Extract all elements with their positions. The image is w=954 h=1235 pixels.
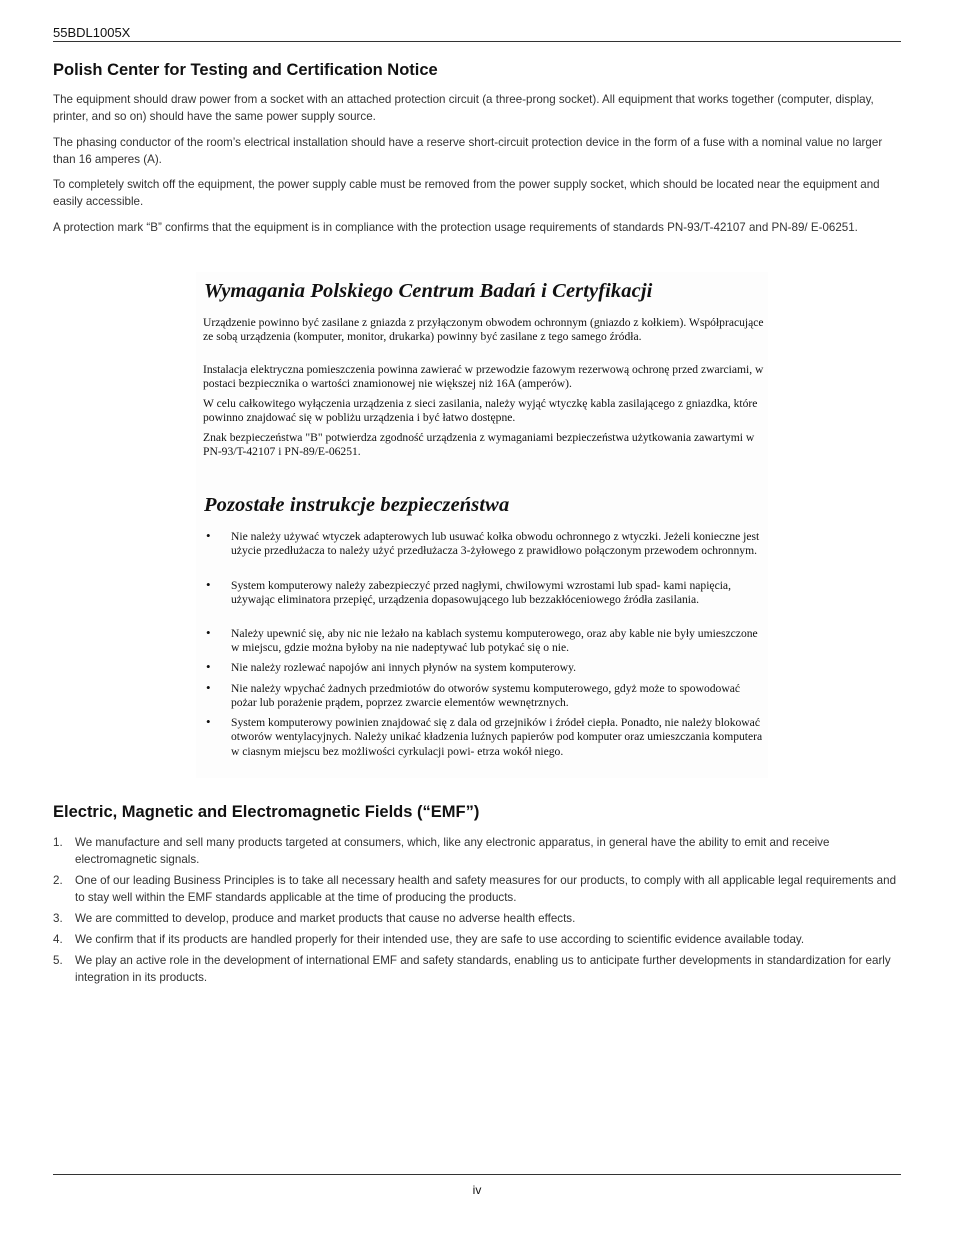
scan-title-requirements: Wymagania Polskiego Centrum Badań i Certyfikacji bbox=[204, 280, 653, 302]
list-item-number: 4. bbox=[53, 933, 63, 946]
scan-bullet-item: Nie należy rozlewać napojów ani innych płynów na system komputerowy. bbox=[231, 661, 577, 674]
scan-paragraph: Urządzenie powinno być zasilane z gniazda z przyłączonym obwodem ochronnym (gniazdo z kołkiem). Współpracujące ze sobą urządzenia (komputer, monitor, drukarka) powinny być zasilane z tego samego źródła. bbox=[203, 316, 764, 344]
bullet-icon: • bbox=[206, 625, 211, 640]
list-item-text: One of our leading Business Principles is to take all necessary health and safety measures for our products, to comply with all applicable legal requirements and to stay well within the EMF standards applicable at the time of producing the products. bbox=[75, 874, 897, 904]
bullet-icon: • bbox=[206, 577, 211, 592]
list-item-number: 3. bbox=[53, 912, 63, 925]
polish-notice-paragraph: The phasing conductor of the room’s electrical installation should have a reserve short-circuit protection device in the form of a fuse with a nominal value no larger than 16 amperes (A). bbox=[53, 136, 883, 166]
bullet-icon: • bbox=[206, 528, 211, 543]
polish-requirements-scan bbox=[196, 272, 768, 778]
scan-bullet-item: System komputerowy należy zabezpieczyć przed nagłymi, chwilowymi wzrostami lub spad- kami napięcia, używając eliminatora przepięć, urządzenia dopasowującego lub bezzakłóceniowego źródła zasilania. bbox=[231, 579, 731, 607]
scan-paragraph: W celu całkowitego wyłączenia urządzenia z sieci zasilania, należy wyjąć wtyczkę kabla zasilającego z gniazdka, które powinno znajdować się w pobliżu urządzenia i być łatwo dostępne. bbox=[203, 397, 758, 425]
header-rule bbox=[53, 41, 901, 42]
page-number: iv bbox=[472, 1183, 482, 1197]
scan-bullet-item: Nie należy wpychać żadnych przedmiotów do otworów systemu komputerowego, gdyż może to spowodować pożar lub porażenie prądem, poprzez zwarcie elementów wewnętrznych. bbox=[231, 682, 741, 710]
scan-bullet-item: System komputerowy powinien znajdować się z dala od grzejników i źródeł ciepła. Ponadto, nie należy blokować otworów wentylacyjnych. Należy unikać kładzenia luźnych papierów pod komputer oraz umieszczania komputera w ciasnym miejscu bez możliwości cyrkulacji powi- etrza wokół niego. bbox=[231, 716, 763, 758]
document-model-code: 55BDL1005X bbox=[53, 25, 131, 40]
list-item-text: We manufacture and sell many products targeted at consumers, which, like any electronic apparatus, in general have the ability to emit and receive electromagnetic signals. bbox=[75, 836, 830, 866]
scan-bullet-item: Należy upewnić się, aby nic nie leżało na kablach systemu komputerowego, oraz aby kable nie były umieszczone w miejscu, gdzie można byłoby na nie nadeptywać lub potykać się o nie. bbox=[231, 627, 758, 655]
bullet-icon: • bbox=[206, 714, 211, 729]
scan-paragraph: Instalacja elektryczna pomieszczenia powinna zawierać w przewodzie fazowym rezerwową ochronę przed zwarciami, w postaci bezpiecznika o wartości znamionowej nie większej niż 16A (amperów). bbox=[203, 363, 764, 391]
list-item-text: We confirm that if its products are handled properly for their intended use, they are safe to use according to scientific evidence available today. bbox=[75, 933, 805, 946]
list-item-text: We are committed to develop, produce and market products that cause no adverse health effects. bbox=[75, 912, 576, 925]
scan-title-instructions: Pozostałe instrukcje bezpieczeństwa bbox=[204, 494, 510, 516]
bullet-icon: • bbox=[206, 659, 211, 674]
list-item-text: We play an active role in the development of international EMF and safety standards, enabling us to anticipate further developments in standardization for early integration in its products. bbox=[75, 954, 891, 984]
polish-notice-paragraph: The equipment should draw power from a socket with an attached protection circuit (a three-prong socket). All equipment that works together (computer, display, printer, and so on) should have the same power supply source. bbox=[53, 93, 874, 123]
bullet-icon: • bbox=[206, 680, 211, 695]
list-item-number: 1. bbox=[53, 836, 63, 849]
polish-notice-paragraph: A protection mark “B” confirms that the equipment is in compliance with the protection usage requirements of standards PN-93/T-42107 and PN-89/ E-06251. bbox=[53, 221, 858, 234]
list-item-number: 5. bbox=[53, 954, 63, 967]
footer-rule bbox=[53, 1174, 901, 1175]
scan-paragraph: Znak bezpieczeństwa "B" potwierdza zgodność urządzenia z wymaganiami bezpieczeństwa użytkowania zawartymi w PN-93/T-42107 i PN-89/E-06251. bbox=[203, 431, 755, 459]
polish-notice-paragraph: To completely switch off the equipment, the power supply cable must be removed from the power supply socket, which should be located near the equipment and easily accessible. bbox=[53, 178, 880, 208]
scan-bullet-item: Nie należy używać wtyczek adapterowych lub usuwać kołka obwodu ochronnego z wtyczki. Jeżeli konieczne jest użycie przedłużacza to należy użyć przedłużacza 3-żyłowego z prawidłowo połączonym przewodem ochronnym. bbox=[231, 530, 760, 558]
list-item-number: 2. bbox=[53, 874, 63, 887]
polish-notice-title: Polish Center for Testing and Certification Notice bbox=[53, 61, 438, 79]
emf-title: Electric, Magnetic and Electromagnetic Fields (“EMF”) bbox=[53, 803, 480, 821]
